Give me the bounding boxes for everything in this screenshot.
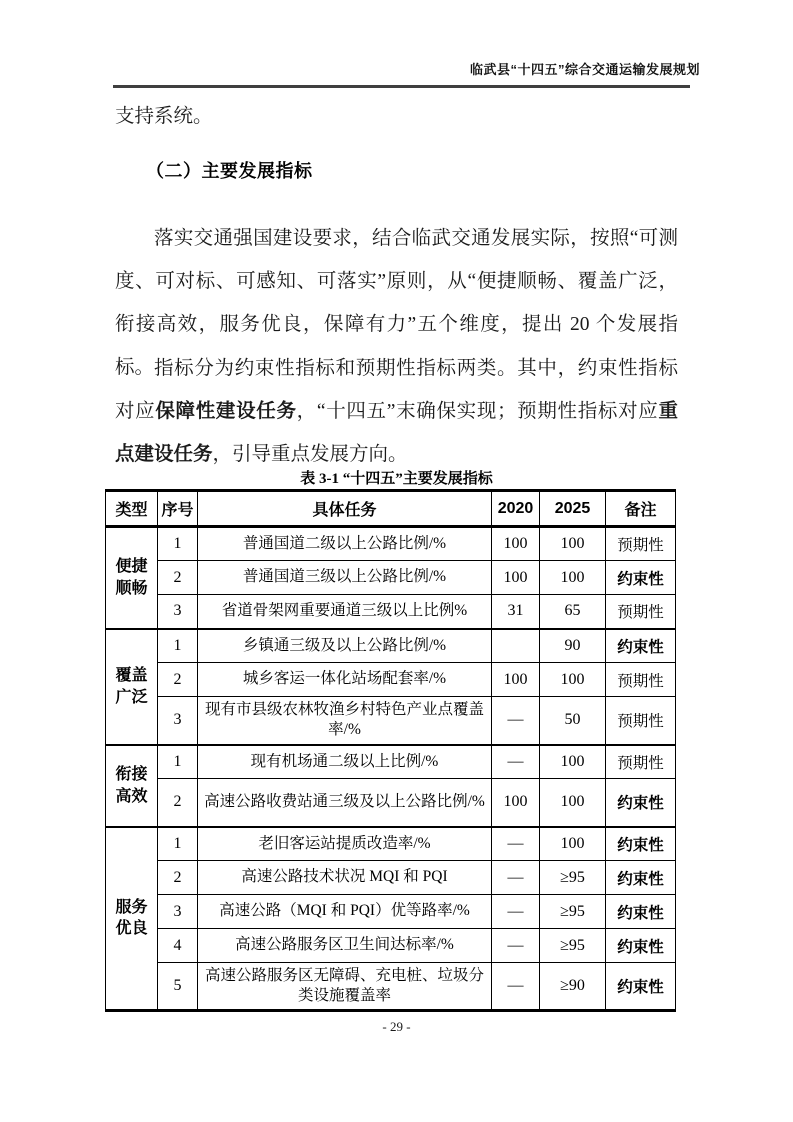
seq-cell: 3 [158, 595, 198, 629]
seq-cell: 3 [158, 895, 198, 929]
lead-text: 支持系统。 [115, 106, 213, 127]
task-cell: 普通国道二级以上公路比例/% [198, 527, 492, 561]
text-segment: ，“十四五”末确保实现；预期性指标对应 [296, 401, 659, 422]
indicator-type-cell: 覆盖广泛 [106, 629, 158, 745]
table-row [106, 629, 676, 663]
task-cell: 现有市县级农林牧渔乡村特色产业点覆盖率/% [198, 697, 492, 745]
column-header-2020: 2020 [492, 491, 540, 527]
value-2020-cell: — [492, 745, 540, 779]
column-header-task: 具体任务 [198, 491, 492, 527]
indicators-table [105, 489, 676, 1012]
remark-cell: 预期性 [606, 527, 676, 561]
table-row [106, 827, 676, 861]
table-caption: 表 3-1 “十四五”主要发展指标 [300, 471, 493, 487]
paragraph-indicator-types [115, 347, 678, 476]
value-2020-cell: 31 [492, 595, 540, 629]
table-header-row [106, 491, 676, 527]
value-2025-cell: ≥95 [540, 861, 606, 895]
text-segment: 指标分为约束性指标和预期性指标两类。其中，约束性指标对应 [115, 358, 678, 422]
task-cell: 普通国道三级以上公路比例/% [198, 561, 492, 595]
table-row [106, 745, 676, 779]
seq-cell: 2 [158, 561, 198, 595]
remark-cell: 预期性 [606, 595, 676, 629]
value-2020-cell: — [492, 827, 540, 861]
remark-cell: 约束性 [606, 827, 676, 861]
value-2025-cell: ≥90 [540, 963, 606, 1011]
task-cell: 高速公路服务区无障碍、充电桩、垃圾分类设施覆盖率 [198, 963, 492, 1011]
seq-cell: 1 [158, 527, 198, 561]
seq-cell: 5 [158, 963, 198, 1011]
column-header-type: 类型 [106, 491, 158, 527]
task-cell: 高速公路收费站通三级及以上公路比例/% [198, 779, 492, 827]
table-row [106, 697, 676, 745]
value-2020-cell: 100 [492, 527, 540, 561]
task-cell: 高速公路（MQI 和 PQI）优等路率/% [198, 895, 492, 929]
bold-text-segment: 保障性建设任务 [155, 400, 297, 422]
value-2025-cell: 100 [540, 745, 606, 779]
task-cell: 省道骨架网重要通道三级以上比例% [198, 595, 492, 629]
seq-cell: 3 [158, 697, 198, 745]
table-row [106, 527, 676, 561]
bold-text-segment: 重点建设任务 [115, 400, 678, 465]
seq-cell: 1 [158, 629, 198, 663]
value-2020-cell: 100 [492, 561, 540, 595]
text-segment: ，引导重点发展方向。 [212, 444, 408, 465]
table-row [106, 929, 676, 963]
remark-cell: 预期性 [606, 745, 676, 779]
task-cell: 乡镇通三级及以上公路比例/% [198, 629, 492, 663]
column-header-2025: 2025 [540, 491, 606, 527]
value-2020-cell [492, 629, 540, 663]
remark-cell: 预期性 [606, 697, 676, 745]
remark-cell: 约束性 [606, 895, 676, 929]
remark-cell: 约束性 [606, 561, 676, 595]
value-2020-cell: — [492, 963, 540, 1011]
task-cell: 现有机场通二级以上比例/% [198, 745, 492, 779]
indicator-type-cell: 衔接高效 [106, 745, 158, 827]
paragraph-indicators-intro: 落实交通强国建设要求，结合临武交通发展实际，按照“可测度、可对标、可感知、可落实”原则，从“便捷顺畅、覆盖广泛，衔接高效，服务优良，保障有力”五个维度，提出 20 个发展指标。 [115, 228, 678, 378]
seq-cell: 1 [158, 745, 198, 779]
remark-cell: 约束性 [606, 963, 676, 1011]
value-2025-cell: 100 [540, 779, 606, 827]
value-2025-cell: ≥95 [540, 929, 606, 963]
value-2020-cell: — [492, 861, 540, 895]
seq-cell: 2 [158, 779, 198, 827]
value-2025-cell: 100 [540, 663, 606, 697]
value-2025-cell: 100 [540, 827, 606, 861]
remark-cell: 约束性 [606, 861, 676, 895]
table-row [106, 963, 676, 1011]
value-2020-cell: — [492, 697, 540, 745]
table-row [106, 861, 676, 895]
remark-cell: 约束性 [606, 929, 676, 963]
table-row [106, 595, 676, 629]
column-header-seq: 序号 [158, 491, 198, 527]
page-number: - 29 - [382, 1019, 411, 1034]
seq-cell: 1 [158, 827, 198, 861]
remark-cell: 约束性 [606, 629, 676, 663]
remark-cell: 预期性 [606, 663, 676, 697]
task-cell: 城乡客运一体化站场配套率/% [198, 663, 492, 697]
column-header-remark: 备注 [606, 491, 676, 527]
table-row [106, 663, 676, 697]
value-2025-cell: 100 [540, 527, 606, 561]
indicator-type-cell: 便捷顺畅 [106, 527, 158, 629]
value-2025-cell: 65 [540, 595, 606, 629]
value-2025-cell: 100 [540, 561, 606, 595]
value-2020-cell: 100 [492, 779, 540, 827]
value-2020-cell: — [492, 895, 540, 929]
section-heading: （二）主要发展指标 [146, 161, 313, 181]
seq-cell: 4 [158, 929, 198, 963]
value-2025-cell: 90 [540, 629, 606, 663]
page-header-title: 临武县“十四五”综合交通运输发展规划 [469, 62, 700, 77]
seq-cell: 2 [158, 861, 198, 895]
value-2020-cell: 100 [492, 663, 540, 697]
task-cell: 高速公路技术状况 MQI 和 PQI [198, 861, 492, 895]
value-2025-cell: 50 [540, 697, 606, 745]
remark-cell: 约束性 [606, 779, 676, 827]
seq-cell: 2 [158, 663, 198, 697]
task-cell: 高速公路服务区卫生间达标率/% [198, 929, 492, 963]
header-rule [113, 85, 690, 88]
task-cell: 老旧客运站提质改造率/% [198, 827, 492, 861]
value-2025-cell: ≥95 [540, 895, 606, 929]
value-2020-cell: — [492, 929, 540, 963]
table-row [106, 895, 676, 929]
table-row [106, 561, 676, 595]
table-row [106, 779, 676, 827]
indicator-type-cell: 服务优良 [106, 827, 158, 1011]
